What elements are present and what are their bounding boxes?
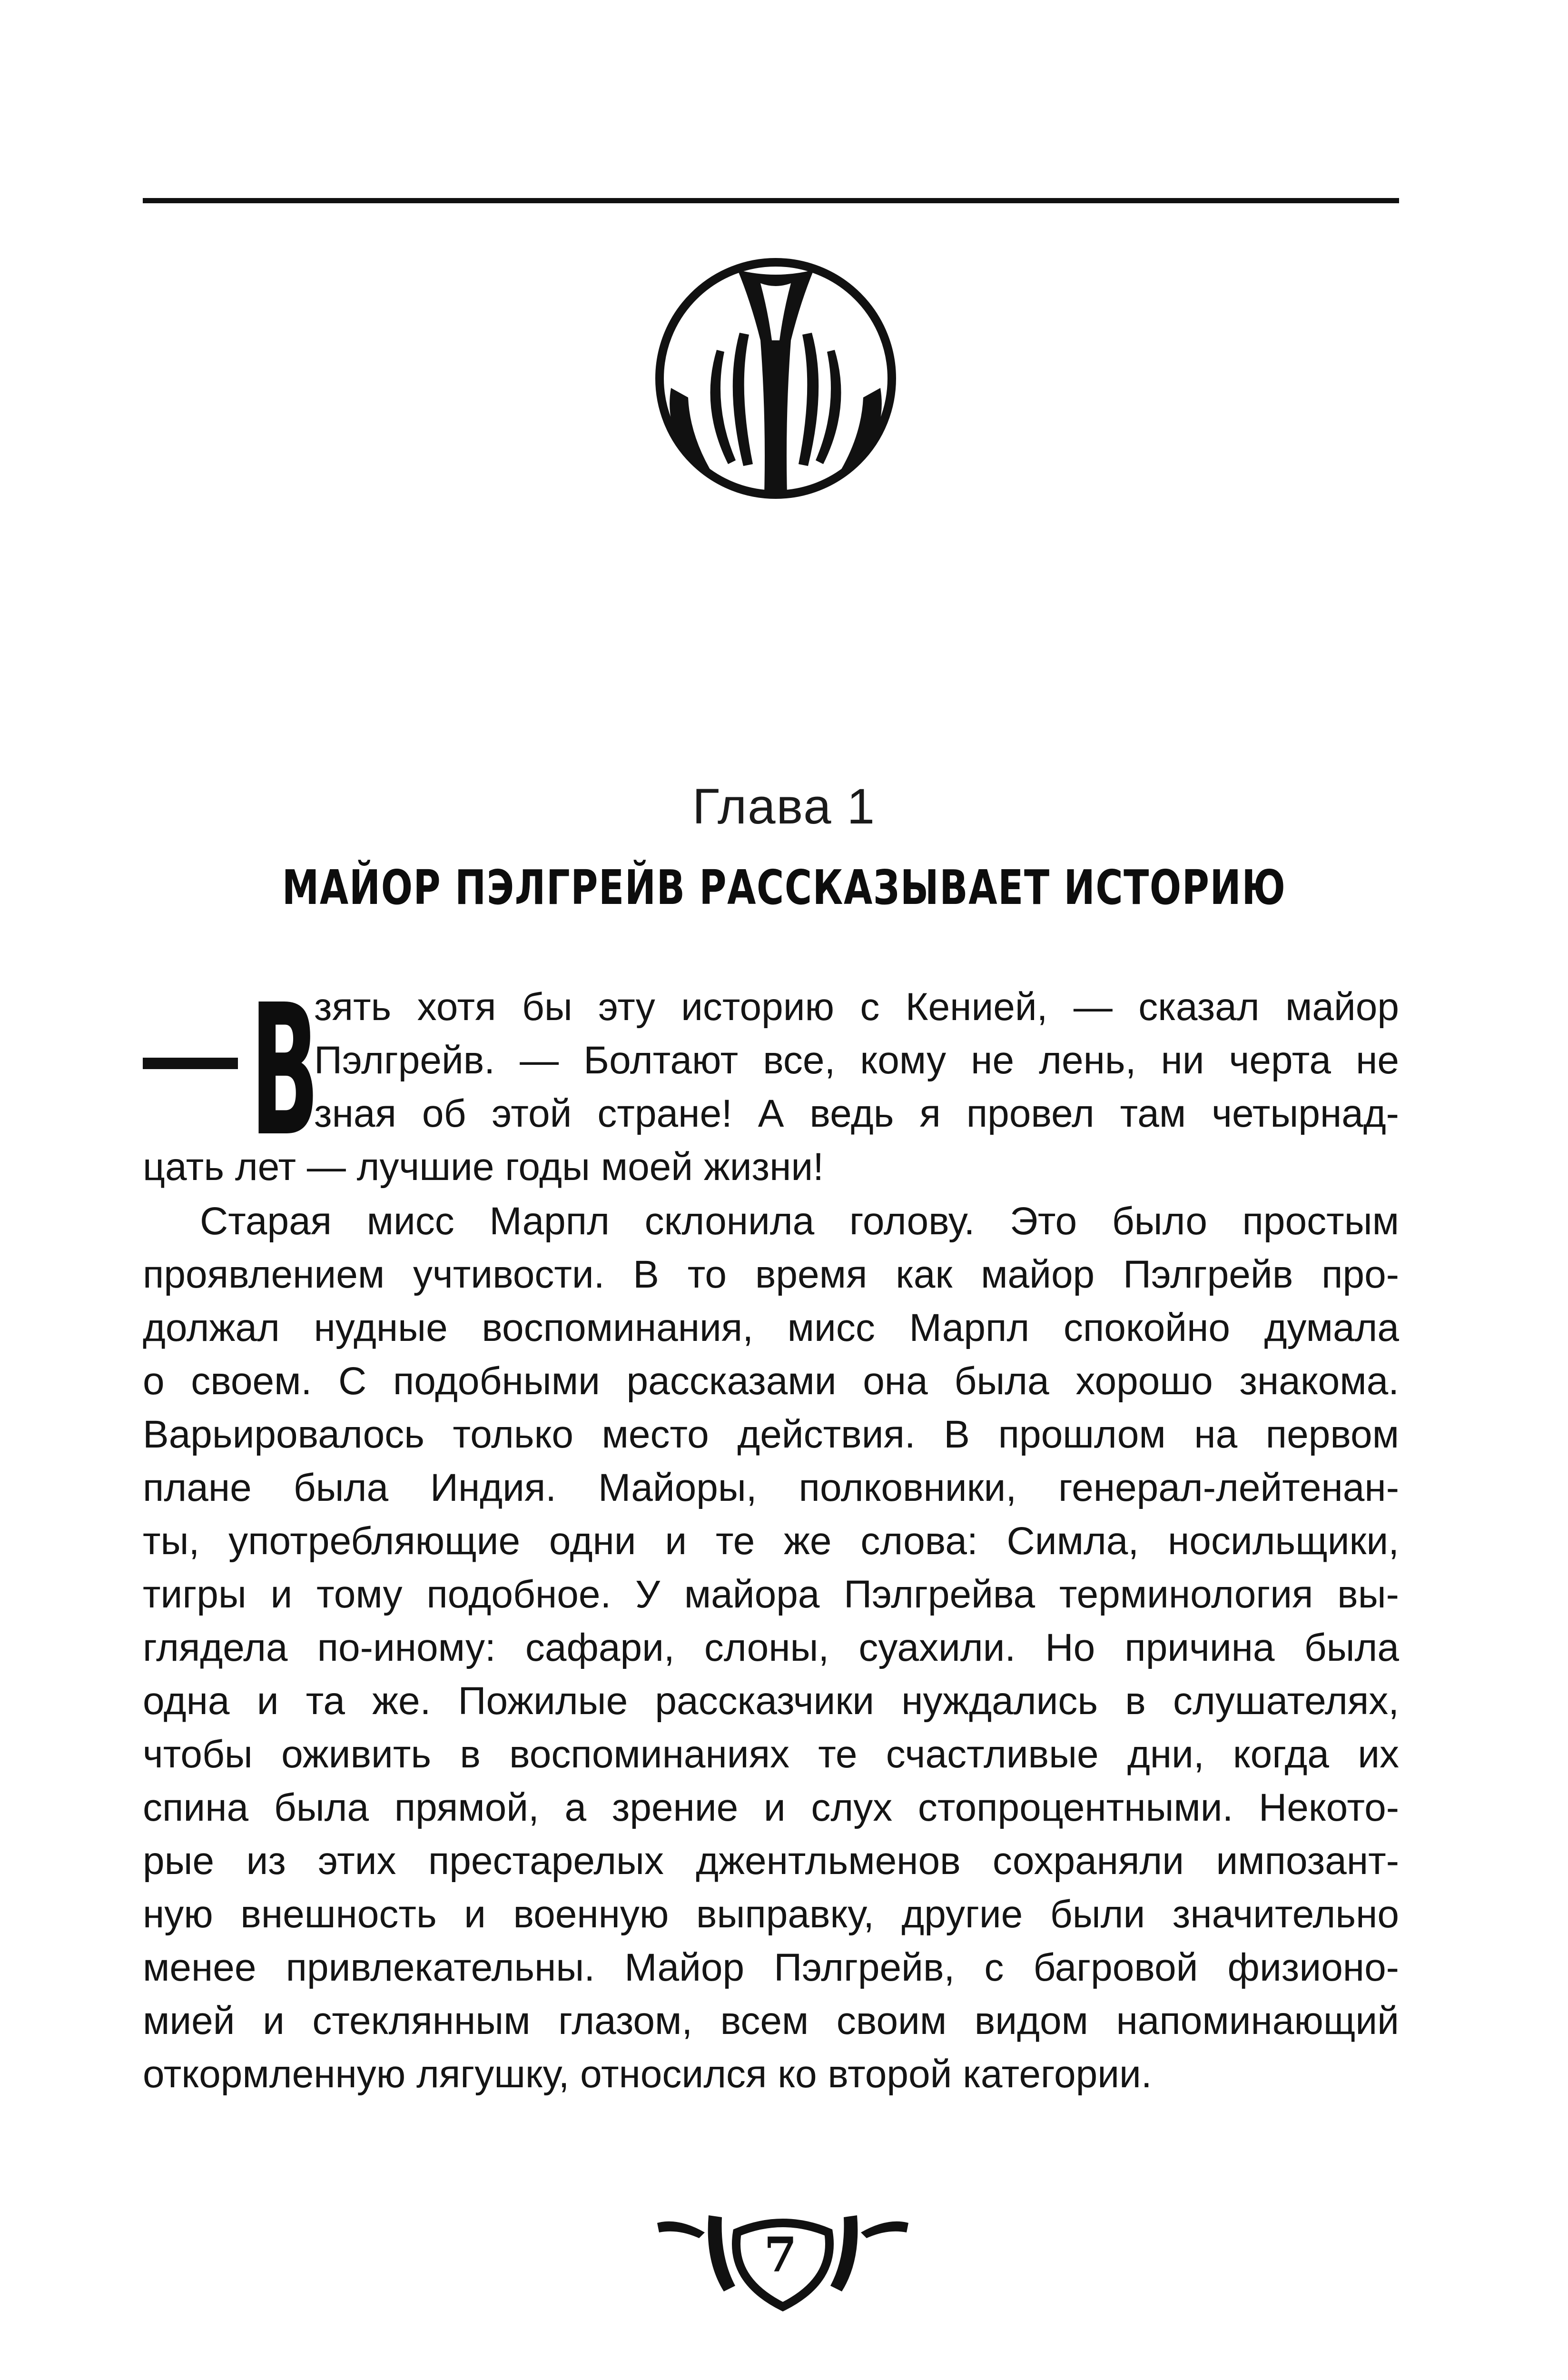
top-rule (143, 198, 1399, 203)
chapter-emblem-icon (633, 245, 918, 521)
text-line: глядела по-иному: сафари, слоны, суахили. Но причина была (143, 1626, 1399, 1669)
text-line: чтобы оживить в воспоминаниях те счастливые дни, когда их (143, 1733, 1399, 1776)
text-line: мией и стеклянным глазом, всем своим видом напоминающий (143, 1999, 1399, 2043)
text-line: ную внешность и военную выправку, другие были значительно (143, 1893, 1399, 1936)
text-line: одна и та же. Пожилые рассказчики нуждались в слушателях, (143, 1679, 1399, 1723)
text-line: о своем. С подобными рассказами она была хорошо знакома. (143, 1359, 1399, 1403)
text-line: проявлением учтивости. В то время как майор Пэлгрейв про- (143, 1253, 1399, 1296)
text-line: зять хотя бы эту историю с Кенией, — сказал майор (314, 985, 1399, 1029)
text-line: спина была прямой, а зрение и слух стопроцентными. Некото- (143, 1786, 1399, 1829)
text-line: откормленную лягушку, относился ко второй категории. (143, 2053, 1152, 2096)
text-line: плане была Индия. Майоры, полковники, генерал-лейтенан- (143, 1466, 1399, 1509)
text-line: Старая мисс Марпл склонила голову. Это было простым (200, 1200, 1399, 1243)
text-line: рые из этих престарелых джентльменов сохраняли импозант- (143, 1839, 1399, 1883)
opening-paragraph (314, 981, 1399, 1140)
chapter-number: Глава 1 (692, 779, 876, 834)
text-line: должал нудные воспоминания, мисс Марпл спокойно думала (143, 1306, 1399, 1349)
text-line: менее привлекательны. Майор Пэлгрейв, с багровой физионо- (143, 1946, 1399, 1989)
text-line: Варьировалось только место действия. В прошлом на первом (143, 1413, 1399, 1456)
second-paragraph (143, 1195, 1399, 2101)
text-line: Пэлгрейв. — Болтают все, кому не лень, ни черта не (314, 1039, 1399, 1082)
chapter-title: МАЙОР ПЭЛГРЕЙВ РАССКАЗЫВАЕТ ИСТОРИЮ (282, 860, 1286, 915)
text-line: тигры и тому подобное. У майора Пэлгрейва терминология вы- (143, 1573, 1399, 1616)
opening-paragraph-end (143, 1140, 1399, 1194)
text-line: зная об этой стране! А ведь я провел там четырнад- (314, 1092, 1399, 1135)
text-line: ты, употребляющие одни и те же слова: Симла, носильщики, (143, 1519, 1399, 1563)
text-line: цать лет — лучшие годы моей жизни! (143, 1145, 824, 1189)
page-number: 7 (764, 2227, 797, 2283)
drop-cap: В (250, 965, 319, 1176)
em-dash (143, 1058, 238, 1069)
